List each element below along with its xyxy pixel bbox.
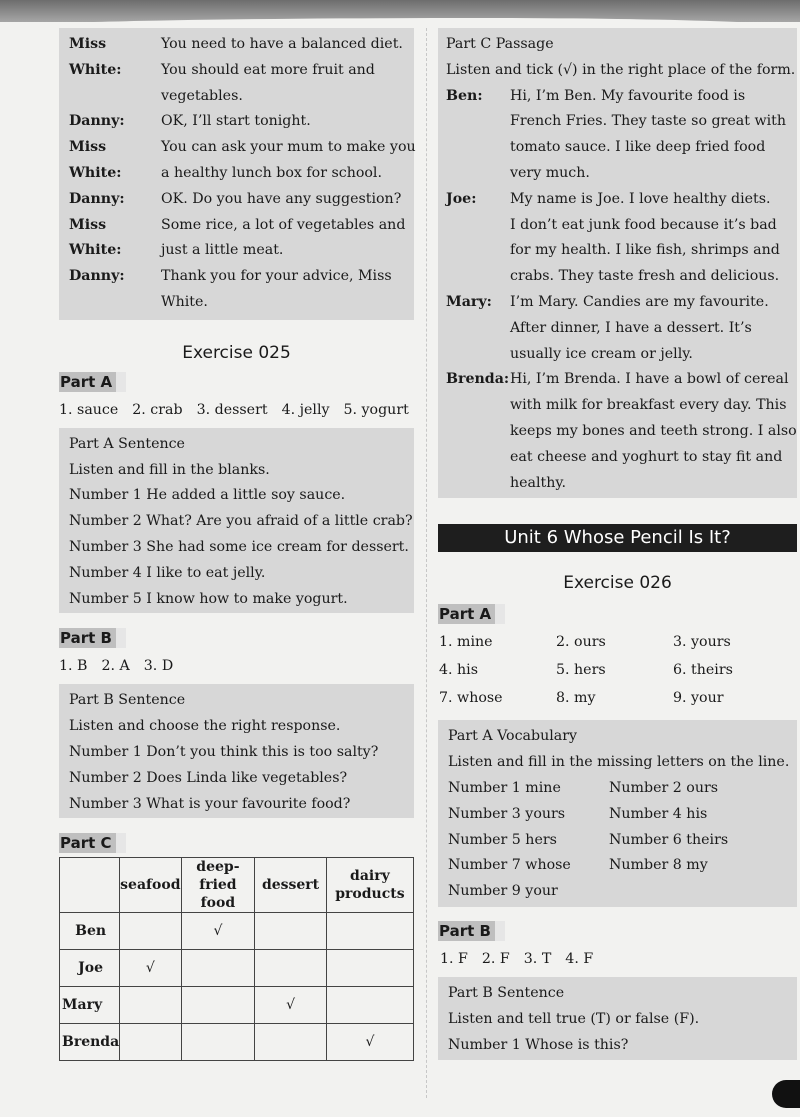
dialog-entry: [69, 109, 405, 135]
answer: 1. B: [59, 658, 88, 675]
dialog-entry: [69, 187, 405, 213]
dialog-line: You can ask your mum to make you: [161, 139, 416, 156]
table-cell: [255, 950, 327, 987]
speaker: Miss White:: [69, 216, 122, 259]
table-cell: [120, 913, 181, 950]
table-header: deep-fried food: [181, 858, 255, 913]
unit-title-bar: Unit 6 Whose Pencil Is It?: [438, 524, 797, 552]
script-line: Number 5 I know how to make yogurt.: [69, 590, 348, 607]
speech-line: French Fries. They taste so great with: [510, 113, 786, 130]
passage-box: [438, 28, 797, 498]
passage-instruction: Listen and tick (√) in the right place of the form.: [446, 61, 796, 78]
script-line: Number 1 Whose is this?: [448, 1036, 629, 1053]
row-name: Brenda: [60, 1024, 120, 1061]
speaker: Mary:: [446, 293, 492, 310]
answer: 2. crab: [132, 401, 183, 418]
part-a-tag: Part A: [438, 604, 505, 624]
vocab-item: Number 1 mine: [448, 779, 561, 796]
speech-line: eat cheese and yoghurt to stay fit and: [510, 448, 783, 465]
dialog-line: You should eat more fruit and: [161, 61, 375, 78]
answer: 3. D: [143, 658, 174, 675]
dialog-box: [59, 28, 414, 320]
part-a-tag: Part A: [59, 372, 126, 392]
answer: 8. my: [556, 690, 596, 707]
table-corner: [60, 858, 120, 913]
table-row: [60, 1024, 414, 1061]
speech-line: crabs. They taste fresh and delicious.: [510, 268, 780, 285]
answer: 6. theirs: [673, 662, 733, 679]
speech-line: After dinner, I have a dessert. It’s: [510, 319, 752, 336]
part-b-script: [438, 977, 797, 1060]
row-name: Joe: [60, 950, 120, 987]
table-cell: [120, 1024, 181, 1061]
dialog-line: You need to have a balanced diet.: [161, 36, 403, 52]
dialog-entry: [69, 213, 405, 265]
answer: 1. mine: [439, 634, 493, 651]
answer: 1. sauce: [59, 401, 119, 418]
table-cell: √: [181, 913, 255, 950]
answer: 3. yours: [673, 634, 731, 651]
answer: 5. hers: [556, 662, 606, 679]
script-line: Number 1 Don’t you think this is too salty?: [69, 743, 379, 760]
script-line: Number 2 Does Linda like vegetables?: [69, 769, 348, 786]
table-cell: √: [120, 950, 181, 987]
vocab-item: Number 7 whose: [448, 857, 571, 874]
table-cell: [181, 1024, 255, 1061]
answer: 4. F: [565, 950, 594, 967]
answer: 2. ours: [556, 634, 606, 651]
vocab-item: Number 6 theirs: [609, 831, 729, 848]
table-row: [60, 913, 414, 950]
part-b-script: [59, 684, 414, 818]
speech-line: Hi, I’m Ben. My favourite food is: [510, 87, 746, 104]
speech-line: with milk for breakfast every day. This: [510, 397, 787, 414]
column-divider: [426, 28, 427, 1098]
speech-line: tomato sauce. I like deep fried food: [510, 139, 766, 156]
exercise-title: Exercise 025: [182, 342, 291, 363]
row-name: Mary: [60, 987, 120, 1024]
part-a-script: [59, 428, 414, 614]
script-line: Part B Sentence: [69, 692, 186, 709]
exercise-title: Exercise 026: [563, 573, 672, 594]
answer: 4. jelly: [281, 401, 330, 418]
answer: 3. T: [523, 950, 552, 967]
answer: 3. dessert: [196, 401, 268, 418]
dialog-line: a healthy lunch box for school.: [161, 164, 382, 181]
script-line: Part B Sentence: [448, 984, 565, 1001]
script-line: Number 3 She had some ice cream for dessert.: [69, 538, 409, 555]
speaker: Brenda:: [446, 371, 510, 388]
vocab-items: [448, 776, 788, 905]
speech-entry: [446, 84, 788, 187]
left-column: [59, 28, 414, 1061]
part-b-answers: [59, 656, 414, 676]
vocab-item: Number 3 yours: [448, 805, 566, 822]
table-cell: [255, 1024, 327, 1061]
table-cell: [326, 987, 413, 1024]
speech-line: usually ice cream or jelly.: [510, 345, 693, 362]
page-top-edge: [0, 0, 800, 22]
dialog-entry: [69, 264, 405, 316]
part-a-vocab-script: [438, 720, 797, 907]
script-line: Number 2 What? Are you afraid of a little crab?: [69, 513, 413, 530]
dialog-line: OK. Do you have any suggestion?: [161, 190, 402, 207]
table-header: seafood: [120, 858, 181, 913]
answer: 2. F: [481, 950, 510, 967]
speech-line: very much.: [510, 164, 590, 181]
speaker: Danny:: [69, 113, 125, 130]
dialog-entry: [69, 32, 405, 109]
script-line: Number 1 He added a little soy sauce.: [69, 487, 346, 504]
speech-line: for my health. I like fish, shrimps and: [510, 242, 780, 259]
table-cell: [181, 950, 255, 987]
food-form-table: [59, 857, 414, 1061]
table-header-row: [60, 858, 414, 913]
part-b-tag: Part B: [438, 921, 505, 941]
table-cell: [326, 950, 413, 987]
speech-line: I don’t eat junk food because it’s bad: [510, 216, 777, 233]
answer: 5. yogurt: [343, 401, 409, 418]
answer: 7. whose: [439, 690, 503, 707]
table-header: dessert: [255, 858, 327, 913]
table-cell: √: [326, 1024, 413, 1061]
row-name: Ben: [60, 913, 120, 950]
script-line: Listen and tell true (T) or false (F).: [448, 1010, 700, 1027]
dialog-line: Thank you for your advice, Miss: [161, 268, 392, 285]
script-line: Listen and fill in the blanks.: [69, 461, 270, 478]
speaker: Danny:: [69, 268, 125, 285]
speaker: Ben:: [446, 87, 483, 104]
table-header: dairy products: [326, 858, 413, 913]
speaker: Miss White:: [69, 139, 122, 181]
script-instruction: Listen and fill in the missing letters on the line.: [448, 754, 790, 771]
table-cell: [120, 987, 181, 1024]
speech-line: healthy.: [510, 474, 567, 491]
table-cell: [181, 987, 255, 1024]
table-row: [60, 987, 414, 1024]
vocab-item: Number 8 my: [609, 857, 708, 874]
table-cell: [326, 913, 413, 950]
script-line: Listen and choose the right response.: [69, 718, 341, 735]
vocab-item: Number 4 his: [609, 805, 708, 822]
speech-entry: [446, 187, 788, 290]
part-b-tag: Part B: [59, 628, 126, 648]
speech-line: Hi, I’m Brenda. I have a bowl of cereal: [510, 371, 789, 388]
script-line: Number 3 What is your favourite food?: [69, 795, 351, 812]
speaker: Danny:: [69, 190, 125, 207]
answer: 2. A: [101, 658, 130, 675]
dialog-line: just a little meat.: [161, 242, 284, 259]
part-a-answers: [59, 400, 414, 420]
dialog-line: White.: [161, 293, 208, 310]
speaker: Miss White:: [69, 36, 122, 78]
table-cell: [255, 913, 327, 950]
vocab-item: Number 2 ours: [609, 779, 719, 796]
table-row: [60, 950, 414, 987]
vocab-item: Number 9 your: [448, 883, 558, 900]
speech-entry: [446, 367, 797, 496]
speech-line: I’m Mary. Candies are my favourite.: [510, 293, 769, 310]
table-cell: √: [255, 987, 327, 1024]
page-corner-icon: [772, 1080, 800, 1108]
dialog-entry: [69, 135, 416, 187]
script-line: Part A Sentence: [69, 435, 185, 452]
dialog-line: Some rice, a lot of vegetables and: [161, 216, 406, 233]
speaker: Joe:: [446, 190, 477, 207]
speech-line: keeps my bones and teeth strong. I also: [510, 422, 797, 439]
part-a-answers: [438, 628, 797, 712]
script-line: Number 4 I like to eat jelly.: [69, 564, 266, 581]
speech-entry: [446, 290, 788, 367]
answer: 1. F: [440, 950, 468, 967]
vocab-item: Number 5 hers: [448, 831, 557, 848]
part-c-tag: Part C: [59, 833, 126, 853]
answer: 4. his: [439, 662, 479, 679]
answer: 9. your: [673, 690, 724, 707]
speech-line: My name is Joe. I love healthy diets.: [510, 190, 771, 207]
right-column: [438, 28, 797, 1060]
script-title: Part A Vocabulary: [448, 728, 578, 745]
passage-title: Part C Passage: [446, 36, 554, 52]
part-b-answers: [440, 949, 797, 969]
dialog-line: vegetables.: [161, 87, 243, 104]
dialog-line: OK, I’ll start tonight.: [161, 113, 311, 130]
